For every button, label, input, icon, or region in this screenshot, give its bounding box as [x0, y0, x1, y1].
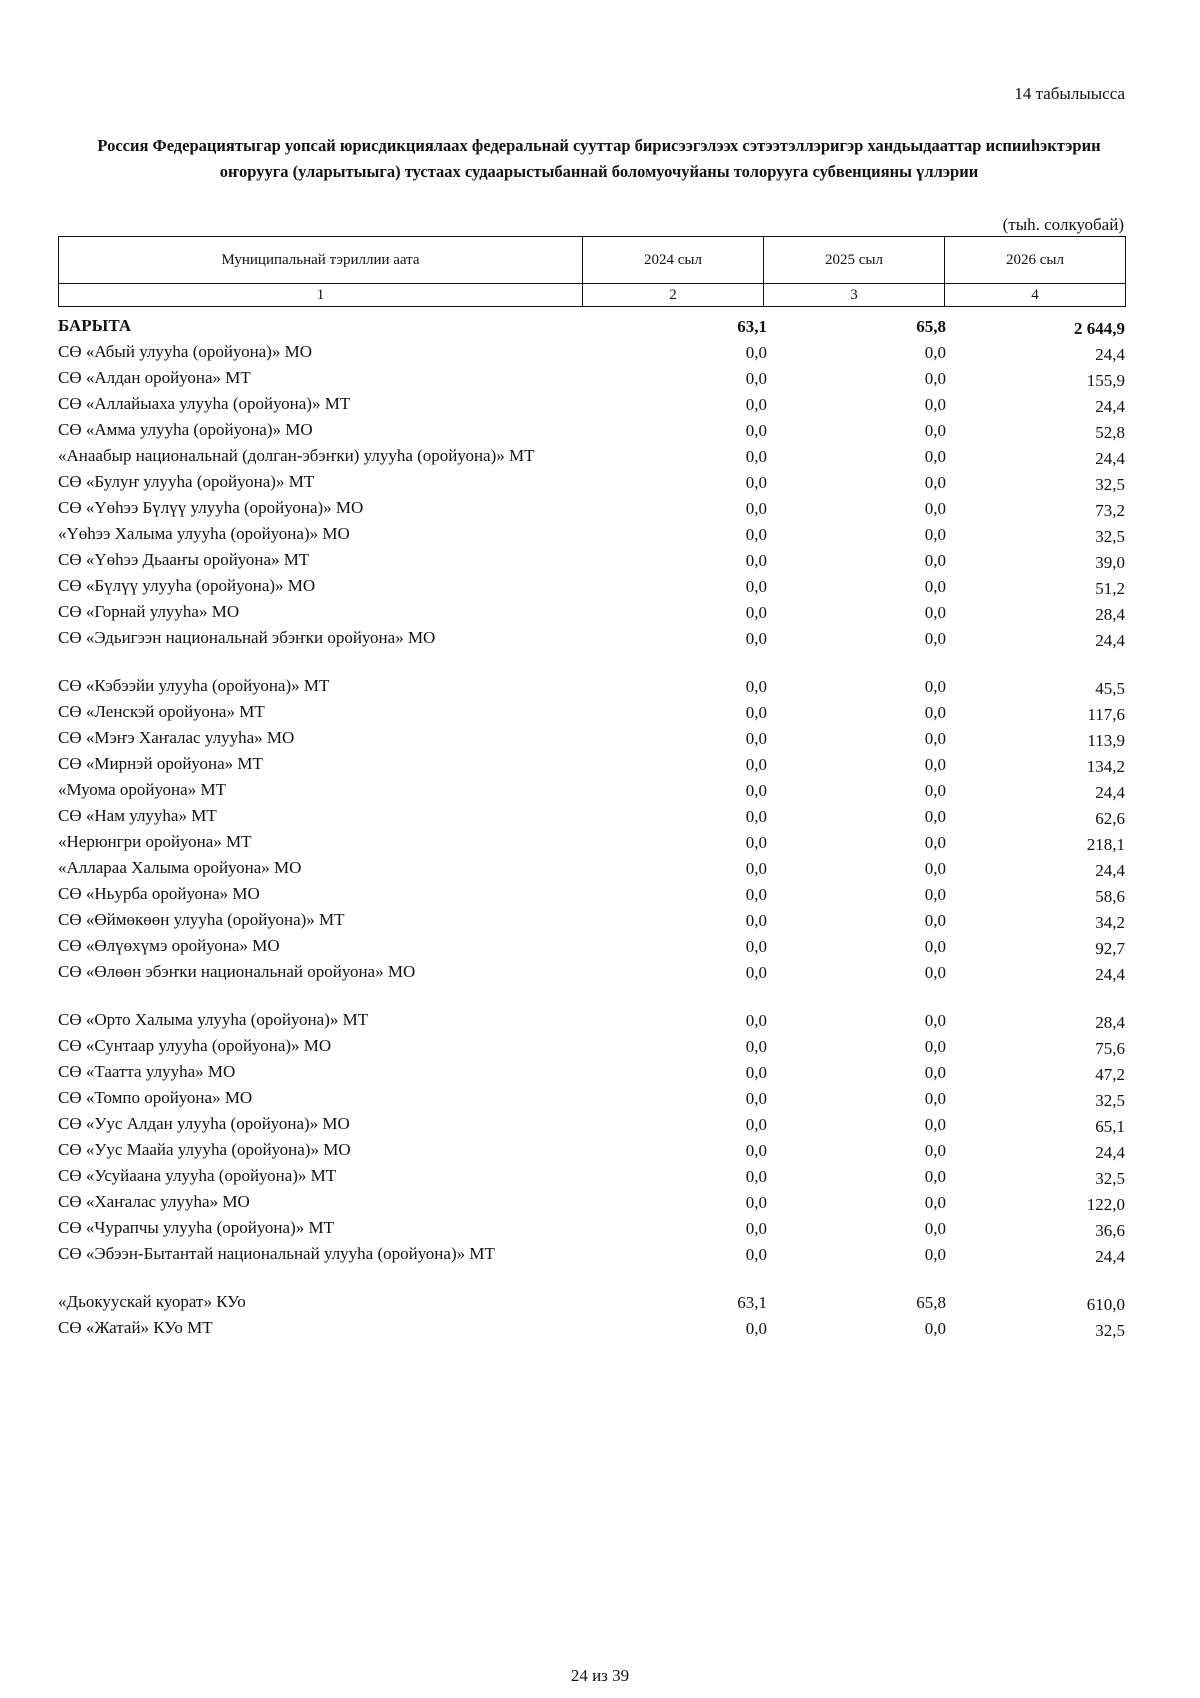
column-number: 2 [583, 284, 764, 307]
table-row [58, 522, 1125, 548]
value-2025: 0,0 [924, 525, 946, 544]
value-2024: 0,0 [745, 859, 767, 878]
value-2024: 0,0 [745, 447, 767, 466]
value-2026: 73,2 [1095, 501, 1125, 520]
header-2025-column: 2025 сыл [764, 237, 945, 284]
value-2026: 32,5 [1095, 475, 1125, 494]
municipality-name: СӨ «Ленскэй оройуона» МТ [58, 702, 265, 721]
value-2025: 0,0 [924, 395, 946, 414]
municipality-name: СӨ «Өлүөхүмэ оройуона» МО [58, 936, 280, 955]
table-row [58, 626, 1125, 652]
value-2024: 0,0 [745, 1141, 767, 1160]
municipality-name: СӨ «Эбээн-Бытантай национальнай улууһа (оройуона)» МТ [58, 1244, 495, 1263]
table-row [58, 1086, 1125, 1112]
value-2026: 65,1 [1095, 1117, 1125, 1136]
value-2026: 36,6 [1095, 1221, 1125, 1240]
value-2026: 28,4 [1095, 605, 1125, 624]
group-spacer [58, 652, 1125, 674]
value-2025: 0,0 [924, 1245, 946, 1264]
column-number: 3 [764, 284, 945, 307]
value-2024: 0,0 [745, 1089, 767, 1108]
value-2026: 32,5 [1095, 1091, 1125, 1110]
value-2026: 134,2 [1086, 757, 1125, 776]
column-number: 1 [59, 284, 583, 307]
value-2026: 24,4 [1095, 397, 1125, 416]
municipality-name: СӨ «Чурапчы улууһа (оройуона)» МТ [58, 1218, 334, 1237]
value-2026: 117,6 [1087, 705, 1125, 724]
municipality-name: СӨ «Нам улууһа» МТ [58, 806, 217, 825]
value-2026: 51,2 [1095, 579, 1125, 598]
value-2024: 0,0 [745, 577, 767, 596]
table-row [58, 1112, 1125, 1138]
value-2025: 0,0 [924, 1319, 946, 1338]
municipality-name: СӨ «Горнай улууһа» МО [58, 602, 240, 621]
value-2026: 24,4 [1095, 345, 1125, 364]
municipality-name: «Муома оройуона» МТ [58, 780, 226, 799]
value-2024: 0,0 [745, 781, 767, 800]
page-number: 24 из 39 [570, 1666, 630, 1685]
table-row [58, 1316, 1125, 1342]
table-row [58, 1138, 1125, 1164]
value-2026: 92,7 [1095, 939, 1125, 958]
table-body [58, 314, 1125, 1342]
value-2026: 32,5 [1095, 1169, 1125, 1188]
value-2026: 45,5 [1095, 679, 1125, 698]
table-row [58, 392, 1125, 418]
value-2025: 0,0 [924, 1115, 946, 1134]
value-2026: 24,4 [1095, 1143, 1125, 1162]
table-row [58, 1008, 1125, 1034]
table-row [58, 1290, 1125, 1316]
value-2024: 0,0 [745, 1319, 767, 1338]
total-2026: 2 644,9 [1074, 319, 1125, 338]
value-2024: 0,0 [745, 1167, 767, 1186]
value-2025: 0,0 [924, 703, 946, 722]
table-row [58, 418, 1125, 444]
value-2025: 0,0 [924, 781, 946, 800]
value-2024: 0,0 [745, 963, 767, 982]
table-row [58, 600, 1125, 626]
value-2025: 0,0 [924, 1063, 946, 1082]
value-2025: 0,0 [924, 859, 946, 878]
table-row [58, 752, 1125, 778]
table-row [58, 1060, 1125, 1086]
value-2026: 24,4 [1095, 449, 1125, 468]
municipality-name: СӨ «Амма улууһа (оройуона)» МО [58, 420, 313, 439]
municipality-name: СӨ «Абый улууһа (оройуона)» МО [58, 342, 313, 361]
value-2024: 0,0 [745, 1063, 767, 1082]
municipality-name: СӨ «Томпо оройуона» МО [58, 1088, 253, 1107]
value-2025: 0,0 [924, 807, 946, 826]
table-row [58, 548, 1125, 574]
value-2026: 24,4 [1095, 965, 1125, 984]
total-2024: 63,1 [737, 317, 767, 336]
value-2026: 24,4 [1095, 1247, 1125, 1266]
document-heading: Россия Федерациятыгар уопсай юрисдикциялаах федеральнай сууттар бирисээгэлээх сэтээтэллэригэр хандьыдааттар испииһэктэрин оҥорууга (уларытыыга) тустаах судаарыстыбаннай боломуочуйаны толорууга субвенцияны үллэрии [97, 136, 1101, 181]
column-number: 4 [945, 284, 1126, 307]
value-2024: 0,0 [745, 807, 767, 826]
municipality-name: «Дьокуускай куорат» КУо [58, 1292, 246, 1311]
value-2025: 0,0 [924, 603, 946, 622]
value-2025: 0,0 [924, 755, 946, 774]
table-row [58, 340, 1125, 366]
municipality-name: СӨ «Уус Маайа улууһа (оройуона)» МО [58, 1140, 351, 1159]
value-2026: 122,0 [1086, 1195, 1125, 1214]
municipality-name: СӨ «Мирнэй оройуона» МТ [58, 754, 263, 773]
table-row [58, 366, 1125, 392]
value-2026: 52,8 [1095, 423, 1125, 442]
value-2025: 0,0 [924, 833, 946, 852]
value-2025: 0,0 [924, 1141, 946, 1160]
value-2024: 0,0 [745, 1219, 767, 1238]
municipality-name: СӨ «Булуҥ улууһа (оройуона)» МТ [58, 472, 315, 491]
municipality-name: СӨ «Бүлүү улууһа (оройуона)» МО [58, 576, 316, 595]
value-2025: 0,0 [924, 1167, 946, 1186]
group-spacer [58, 986, 1125, 1008]
value-2024: 63,1 [737, 1293, 767, 1312]
municipality-name: СӨ «Орто Халыма улууһа (оройуона)» МТ [58, 1010, 369, 1029]
value-2024: 0,0 [745, 703, 767, 722]
value-2024: 0,0 [745, 1245, 767, 1264]
value-2024: 0,0 [745, 755, 767, 774]
municipality-name: СӨ «Ньурба оройуона» МО [58, 884, 260, 903]
value-2025: 0,0 [924, 473, 946, 492]
value-2025: 0,0 [924, 1089, 946, 1108]
value-2025: 65,8 [916, 1293, 946, 1312]
value-2026: 24,4 [1095, 861, 1125, 880]
value-2025: 0,0 [924, 421, 946, 440]
table-header [58, 236, 1126, 307]
group-spacer [58, 1268, 1125, 1290]
value-2026: 28,4 [1095, 1013, 1125, 1032]
municipality-name: СӨ «Сунтаар улууһа (оройуона)» МО [58, 1036, 332, 1055]
table-row [58, 700, 1125, 726]
value-2024: 0,0 [745, 911, 767, 930]
value-2026: 218,1 [1086, 835, 1125, 854]
value-2025: 0,0 [924, 369, 946, 388]
municipality-name: СӨ «Уус Алдан улууһа (оройуона)» МО [58, 1114, 350, 1133]
municipality-name: СӨ «Аллайыаха улууһа (оройуона)» МТ [58, 394, 351, 413]
value-2024: 0,0 [745, 421, 767, 440]
value-2024: 0,0 [745, 343, 767, 362]
municipality-name: СӨ «Кэбээйи улууһа (оройуона)» МТ [58, 676, 330, 695]
municipality-name: «Нерюнгри оройуона» МТ [58, 832, 252, 851]
value-2025: 0,0 [924, 963, 946, 982]
table-row [58, 804, 1125, 830]
value-2024: 0,0 [745, 369, 767, 388]
value-2025: 0,0 [924, 911, 946, 930]
value-2024: 0,0 [745, 885, 767, 904]
municipality-name: СӨ «Алдан оройуона» МТ [58, 368, 251, 387]
value-2024: 0,0 [745, 1115, 767, 1134]
municipality-name: СӨ «Жатай» КУо МТ [58, 1318, 213, 1337]
value-2024: 0,0 [745, 525, 767, 544]
value-2024: 0,0 [745, 1011, 767, 1030]
municipality-name: «Аллараа Халыма оройуона» МО [58, 858, 302, 877]
table-row [58, 574, 1125, 600]
table-row [58, 1216, 1125, 1242]
municipality-name: СӨ «Хаҥалас улууһа» МО [58, 1192, 250, 1211]
municipality-name: СӨ «Үөһээ Бүлүү улууһа (оройуона)» МО [58, 498, 364, 517]
total-2025: 65,8 [916, 317, 946, 336]
value-2024: 0,0 [745, 729, 767, 748]
table-row [58, 1190, 1125, 1216]
value-2026: 58,6 [1095, 887, 1125, 906]
table-row [58, 444, 1125, 470]
value-2026: 32,5 [1095, 527, 1125, 546]
value-2024: 0,0 [745, 1037, 767, 1056]
value-2025: 0,0 [924, 729, 946, 748]
table-row [58, 960, 1125, 986]
page-label: 14 табылыысса [1014, 84, 1125, 103]
table-row [58, 778, 1125, 804]
total-row [58, 314, 1125, 340]
value-2026: 39,0 [1095, 553, 1125, 572]
value-2025: 0,0 [924, 1011, 946, 1030]
value-2024: 0,0 [745, 1193, 767, 1212]
value-2024: 0,0 [745, 833, 767, 852]
header-2024-column: 2024 сыл [583, 237, 764, 284]
value-2026: 75,6 [1095, 1039, 1125, 1058]
value-2026: 24,4 [1095, 631, 1125, 650]
municipality-name: СӨ «Мэҥэ Хаҥалас улууһа» МО [58, 728, 295, 747]
value-2025: 0,0 [924, 577, 946, 596]
municipality-name: «Үөһээ Халыма улууһа (оройуона)» МО [58, 524, 350, 543]
table-row [58, 1164, 1125, 1190]
value-2024: 0,0 [745, 937, 767, 956]
table-row [58, 856, 1125, 882]
value-2026: 610,0 [1086, 1295, 1125, 1314]
value-2025: 0,0 [924, 551, 946, 570]
table-row [58, 934, 1125, 960]
value-2025: 0,0 [924, 447, 946, 466]
units-label: (тыһ. солкуобай) [1002, 215, 1124, 234]
table-row [58, 496, 1125, 522]
table-row [58, 470, 1125, 496]
value-2024: 0,0 [745, 629, 767, 648]
municipality-name: СӨ «Өлөөн эбэҥки национальнай оройуона» МО [58, 962, 416, 981]
municipality-name: СӨ «Усуйаана улууһа (оройуона)» МТ [58, 1166, 337, 1185]
municipality-name: СӨ «Эдьигээн национальнай эбэҥки оройуона» МО [58, 628, 436, 647]
value-2024: 0,0 [745, 677, 767, 696]
table-row [58, 726, 1125, 752]
value-2024: 0,0 [745, 551, 767, 570]
municipality-name: «Анаабыр национальнай (долган-эбэҥки) улууһа (оройуона)» МТ [58, 446, 535, 465]
value-2026: 155,9 [1086, 371, 1125, 390]
value-2026: 34,2 [1095, 913, 1125, 932]
value-2024: 0,0 [745, 499, 767, 518]
value-2025: 0,0 [924, 1037, 946, 1056]
table-row [58, 882, 1125, 908]
value-2025: 0,0 [924, 937, 946, 956]
table-row [58, 674, 1125, 700]
value-2026: 62,6 [1095, 809, 1125, 828]
header-name-column: Муниципальнай тэриллии аата [59, 237, 583, 284]
value-2025: 0,0 [924, 677, 946, 696]
municipality-name: СӨ «Үөһээ Дьааҥы оройуона» МТ [58, 550, 310, 569]
municipality-name: СӨ «Таатта улууһа» МО [58, 1062, 236, 1081]
total-label: БАРЫТА [58, 316, 132, 335]
table-row [58, 1034, 1125, 1060]
value-2025: 0,0 [924, 1193, 946, 1212]
value-2025: 0,0 [924, 1219, 946, 1238]
value-2025: 0,0 [924, 629, 946, 648]
value-2025: 0,0 [924, 343, 946, 362]
table-row [58, 830, 1125, 856]
value-2024: 0,0 [745, 473, 767, 492]
header-2026-column: 2026 сыл [945, 237, 1126, 284]
municipality-name: СӨ «Өймөкөөн улууһа (оройуона)» МТ [58, 910, 345, 929]
value-2026: 32,5 [1095, 1321, 1125, 1340]
value-2026: 47,2 [1095, 1065, 1125, 1084]
value-2024: 0,0 [745, 395, 767, 414]
value-2024: 0,0 [745, 603, 767, 622]
value-2026: 113,9 [1087, 731, 1125, 750]
value-2025: 0,0 [924, 499, 946, 518]
table-row [58, 1242, 1125, 1268]
table-row [58, 908, 1125, 934]
value-2025: 0,0 [924, 885, 946, 904]
value-2026: 24,4 [1095, 783, 1125, 802]
